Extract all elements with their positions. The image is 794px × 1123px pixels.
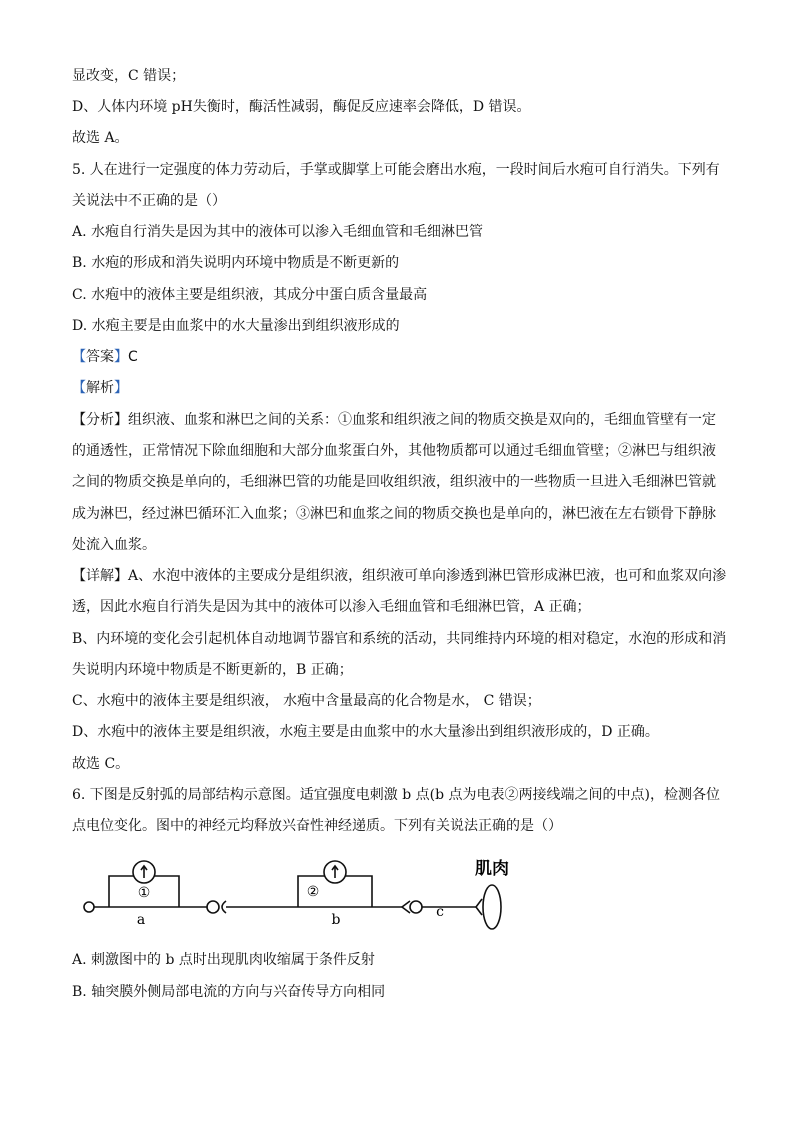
xiangjie-text: A、水泡中液体的主要成分是组织液，组织液可单向渗透到淋巴管形成淋巴液，也可和血浆双向渗 xyxy=(128,568,727,584)
question-6-stem: 点电位变化。图中的神经元均释放兴奋性神经递质。下列有关说法正确的是（） xyxy=(72,818,562,834)
text-line: C、水疱中的液体主要是组织液， 水疱中含量最高的化合物是水， C 错误； xyxy=(72,693,541,709)
text-line: 故选 C。 xyxy=(72,756,130,772)
meter-1-label: ① xyxy=(137,885,151,901)
point-c-label: c xyxy=(436,904,444,920)
fenxi-line: 【分析】组织液、血浆和淋巴之间的关系：①血浆和组织液之间的物质交换是双向的，毛细血管壁有一定 xyxy=(72,412,716,428)
neuron-soma-left xyxy=(84,902,94,912)
question-5-stem: 5. 人在进行一定强度的体力劳动后，手掌或脚掌上可能会磨出水疱，一段时间后水疱可自行消失。下列有 xyxy=(72,162,720,178)
text-line: 显改变，C 错误； xyxy=(72,68,186,84)
synapse-1-knob xyxy=(207,901,219,913)
text-line: 故选 A。 xyxy=(72,130,129,146)
answer-label: 答案 xyxy=(86,349,114,365)
option-a: A. 水疱自行消失是因为其中的液体可以渗入毛细血管和毛细淋巴管 xyxy=(72,224,484,240)
q6-option-b: B. 轴突膜外侧局部电流的方向与兴奋传导方向相同 xyxy=(72,984,386,1000)
synapse-1-cleft xyxy=(222,901,226,913)
q6-option-a: A. 刺激图中的 b 点时出现肌肉收缩属于条件反射 xyxy=(72,952,375,968)
xiangjie-line: 【详解】A、水泡中液体的主要成分是组织液，组织液可单向渗透到淋巴管形成淋巴液，也可和血浆双向渗 xyxy=(72,568,727,584)
text-line: B、内环境的变化会引起机体自动地调节器官和系统的活动，共同维持内环境的相对稳定，水泡的形成和消 xyxy=(72,631,727,647)
point-b-label: b xyxy=(331,912,341,928)
question-5-stem: 关说法中不正确的是（） xyxy=(72,193,226,209)
text-line: 的通透性，正常情况下除血细胞和大部分血浆蛋白外，其他物质都可以通过毛细血管壁；②淋巴与组织液 xyxy=(72,443,716,459)
text-line: D、水疱中的液体主要是组织液，水疱主要是由血浆中的水大量渗出到组织液形成的，D 正确。 xyxy=(72,724,659,740)
analysis-heading: 【解析】 xyxy=(72,380,128,396)
text-line: 失说明内环境中物质是不断更新的，B 正确； xyxy=(72,662,353,678)
synapse-2-knob xyxy=(410,901,422,913)
synapse-2-cleft xyxy=(402,901,410,913)
text-line: D、人体内环境 pH失衡时，酶活性减弱，酶促反应速率会降低，D 错误。 xyxy=(72,99,531,115)
option-b: B. 水疱的形成和消失说明内环境中物质是不断更新的 xyxy=(72,255,400,271)
fenxi-text: 组织液、血浆和淋巴之间的关系：①血浆和组织液之间的物质交换是双向的，毛细血管壁有一定 xyxy=(128,412,716,428)
muscle-label: 肌肉 xyxy=(475,859,509,879)
point-a-label: a xyxy=(136,912,146,928)
meter-2-label: ② xyxy=(306,884,320,900)
question-6-stem: 6. 下图是反射弧的局部结构示意图。适宜强度电刺激 b 点(b 点为电表②两接线端之间的中点)，检测各位 xyxy=(72,787,721,803)
text-line: 成为淋巴，经过淋巴循环汇入血浆；③淋巴和血浆之间的物质交换也是单向的，淋巴液在左右锁骨下静脉 xyxy=(72,506,716,522)
text-line: 之间的物质交换是单向的，毛细淋巴管的功能是回收组织液，组织液中的一些物质一旦进入毛细淋巴管就 xyxy=(72,474,716,490)
option-d: D. 水疱主要是由血浆中的水大量渗出到组织液形成的 xyxy=(72,318,400,334)
answer-value: C xyxy=(128,349,138,365)
text-line: 透，因此水疱自行消失是因为其中的液体可以渗入毛细血管和毛细淋巴管，A 正确； xyxy=(72,599,591,615)
xiangjie-label: 详解 xyxy=(86,568,114,584)
reflex-arc-diagram xyxy=(72,846,532,940)
neuromuscular-junction xyxy=(476,899,482,915)
fenxi-label: 分析 xyxy=(86,412,114,428)
answer-line: 【答案】C xyxy=(72,349,138,365)
option-c: C. 水疱中的液体主要是组织液，其成分中蛋白质含量最高 xyxy=(72,287,428,303)
text-line: 处流入血浆。 xyxy=(72,537,156,553)
analysis-label: 解析 xyxy=(86,380,114,396)
muscle-shape xyxy=(483,885,501,929)
